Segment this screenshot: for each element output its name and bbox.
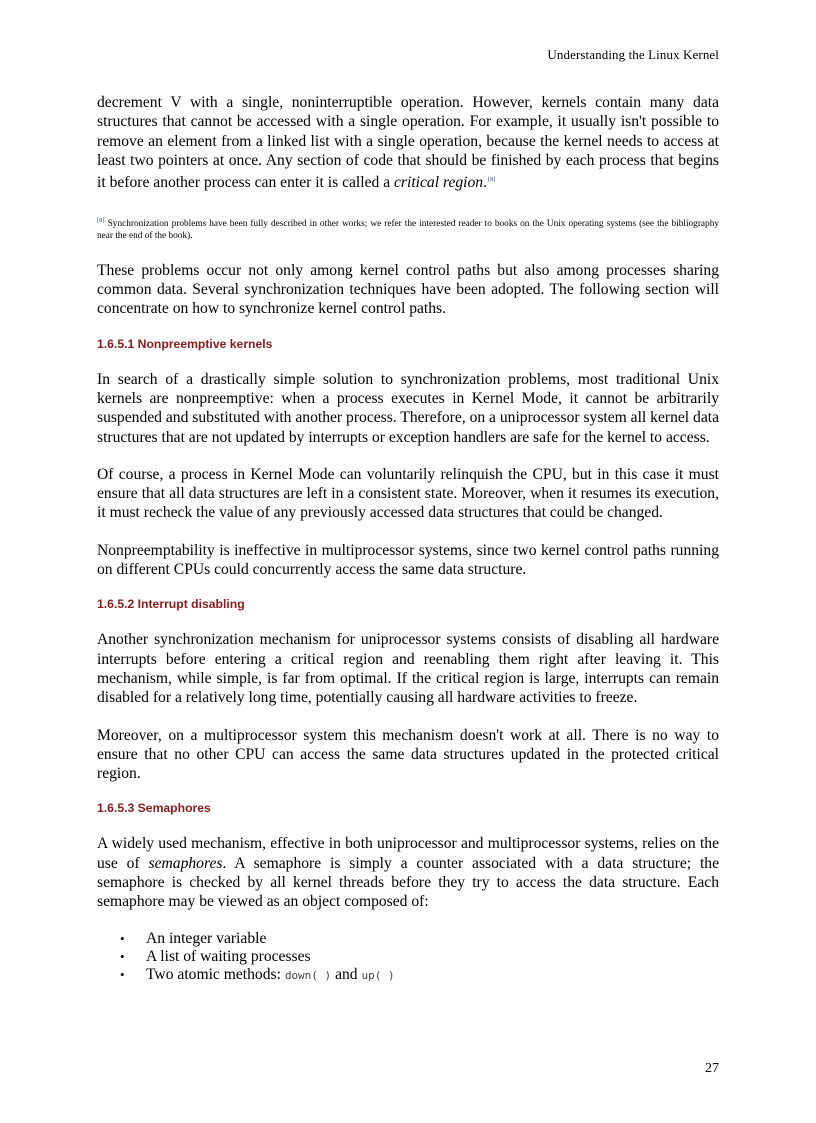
section-heading-nonpreemptive: 1.6.5.1 Nonpreemptive kernels	[97, 336, 273, 351]
running-header: Understanding the Linux Kernel	[547, 47, 719, 62]
list-item-text: An integer variable	[146, 929, 267, 947]
code-down: down( )	[284, 969, 332, 983]
bullet-icon: •	[120, 967, 125, 983]
list-item	[120, 966, 719, 985]
list-item-text: Two atomic methods:	[146, 966, 285, 984]
code-up: up( )	[361, 969, 395, 983]
list-item	[120, 947, 719, 966]
bullet-icon: •	[120, 930, 125, 946]
paragraph-semaphores	[97, 834, 719, 911]
paragraph: Nonpreemptability is ineffective in multiprocessor systems, since two kernel control paths running on different CPUs could concurrently access the same data structure.	[97, 541, 719, 579]
list-item-text: and	[331, 966, 362, 984]
page-content	[97, 93, 719, 985]
paragraph: In search of a drastically simple solution to synchronization problems, most traditional Unix kernels are nonpreemptive: when a process executes in Kernel Mode, it cannot be arbitrarily suspended and substituted with another process. Therefore, on a uniprocessor system all kernel data structures that are not updated by interrupts or exception handlers are safe for the kernel to access.	[97, 370, 719, 446]
paragraph: Of course, a process in Kernel Mode can voluntarily relinquish the CPU, but in this case it must ensure that all data structures are left in a consistent state. Moreover, when it resumes its execution, it must recheck the value of any previously accessed data structures that could be changed.	[97, 465, 719, 522]
paragraph-intro	[97, 93, 719, 193]
footnote-marker[interactable]: [8]	[97, 216, 105, 224]
footnote-link[interactable]: [8]	[488, 176, 496, 184]
text-run: A widely used mechanism, effective in both uniprocessor and multiprocessor systems, relies on the use of	[97, 835, 719, 872]
page-number: 27	[705, 1061, 719, 1076]
semaphore-components-list	[97, 930, 719, 986]
text-run: .	[483, 174, 487, 192]
section-heading-semaphores: 1.6.5.3 Semaphores	[97, 801, 211, 816]
footnote-text: Synchronization problems have been fully described in other works; we refer the interested reader to books on the Unix operating systems (see the bibliography near the end of the book).	[97, 218, 719, 242]
list-item-text: A list of waiting processes	[146, 947, 311, 965]
paragraph: Moreover, on a multiprocessor system this mechanism doesn't work at all. There is no way to ensure that no other CPU can access the same data structures updated in the protected critical region.	[97, 726, 719, 783]
text-run: . A semaphore is simply a counter associated with a data structure; the semaphore is checked by all kernel threads before they try to access the data structure. Each semaphore may be viewed as an object composed of:	[97, 854, 719, 911]
term-critical-region: critical region	[394, 174, 484, 192]
list-item	[120, 929, 719, 948]
footnote	[97, 215, 719, 243]
term-semaphores: semaphores	[148, 854, 223, 872]
text-run: decrement V with a single, noninterruptible operation. However, kernels contain many data structures that cannot be accessed with a single operation. For example, it usually isn't possible to remove an element from a linked list with a single operation, because the kernel needs to access at least two pointers at once. Any section of code that should be finished by each process that begins it before another process can enter it is called a	[97, 94, 719, 192]
paragraph: Another synchronization mechanism for uniprocessor systems consists of disabling all hardware interrupts before entering a critical region and reenabling them right after leaving it. This mechanism, while simple, is far from optimal. If the critical region is large, interrupts can remain disabled for a relatively long time, potentially causing all hardware activities to freeze.	[97, 631, 719, 707]
bullet-icon: •	[120, 948, 125, 964]
paragraph-problems: These problems occur not only among kernel control paths but also among processes sharing common data. Several synchronization techniques have been adopted. The following section will concentrate on how to synchronize kernel control paths.	[97, 261, 719, 318]
section-heading-interrupt-disabling: 1.6.5.2 Interrupt disabling	[97, 597, 245, 612]
